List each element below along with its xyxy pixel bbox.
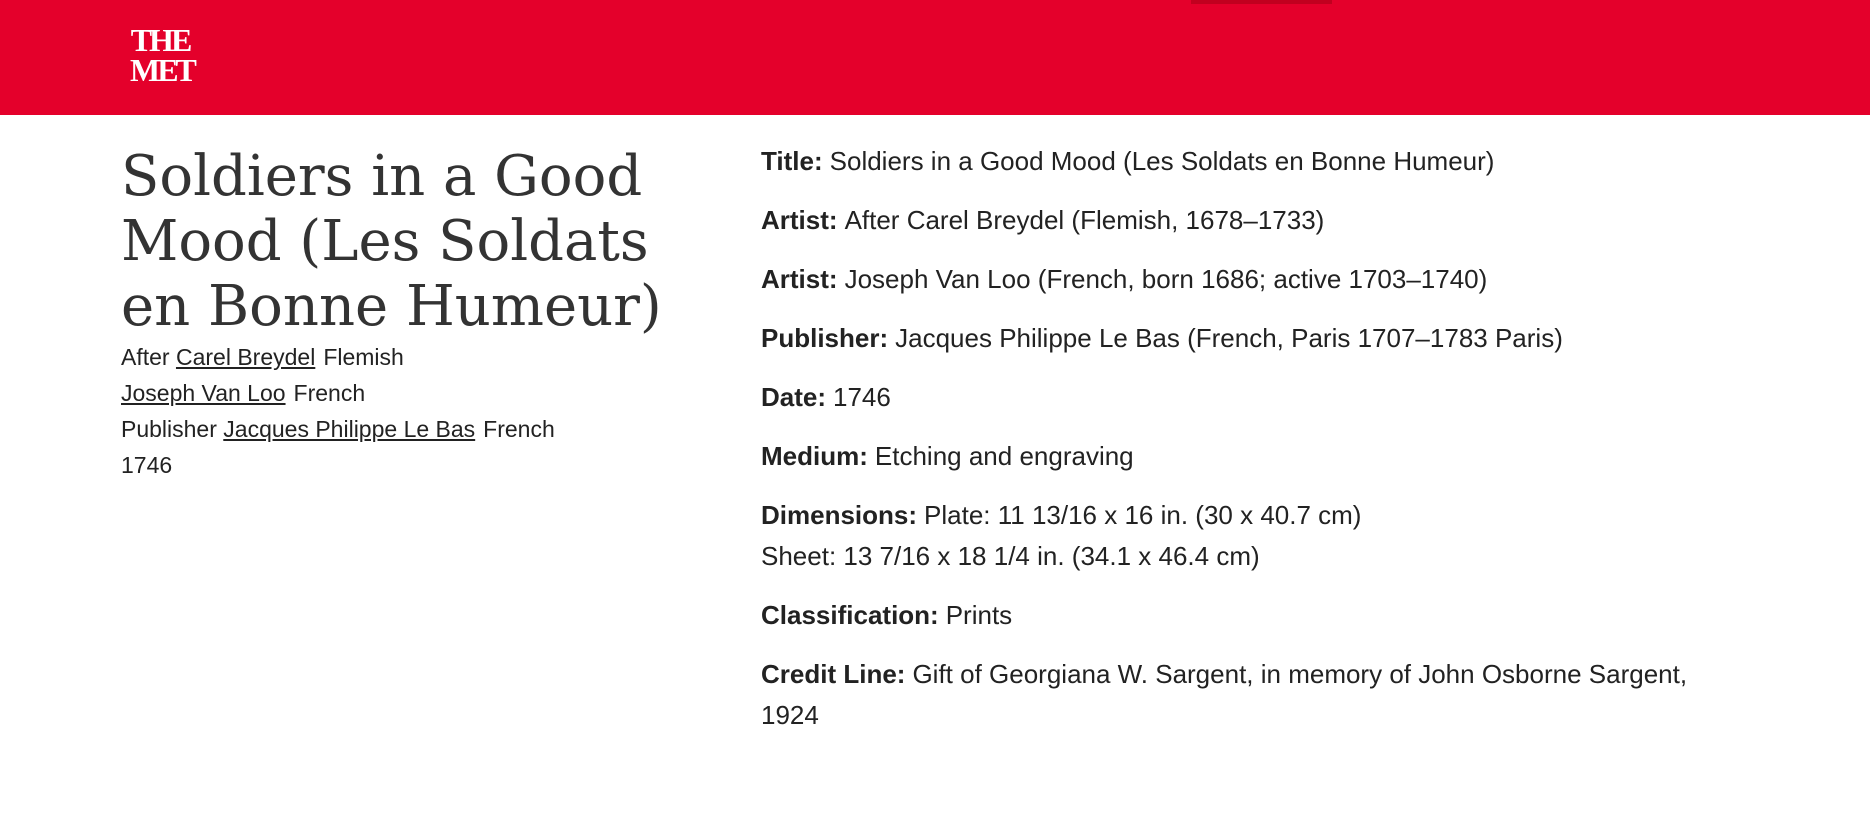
byline-list bbox=[121, 339, 681, 483]
detail-label: Publisher: bbox=[761, 323, 889, 353]
detail-label: Artist: bbox=[761, 264, 838, 294]
site-header bbox=[0, 0, 1870, 115]
artist-nationality: French bbox=[293, 380, 366, 406]
object-details bbox=[761, 141, 1701, 754]
detail-label: Medium: bbox=[761, 441, 868, 471]
detail-value: After Carel Breydel (Flemish, 1678–1733) bbox=[844, 205, 1325, 235]
byline-item bbox=[121, 411, 681, 447]
detail-date bbox=[761, 377, 1701, 418]
artist-link-carel-breydel[interactable]: Carel Breydel bbox=[175, 344, 316, 370]
detail-label: Title: bbox=[761, 146, 823, 176]
logo-line-2: MET bbox=[130, 52, 194, 88]
artwork-date: 1746 bbox=[121, 452, 173, 478]
detail-publisher bbox=[761, 318, 1701, 359]
detail-value: Prints bbox=[945, 600, 1013, 630]
detail-label: Artist: bbox=[761, 205, 838, 235]
publisher-link-jacques-philippe-le-bas[interactable]: Jacques Philippe Le Bas bbox=[223, 416, 476, 442]
detail-value: Etching and engraving bbox=[874, 441, 1134, 471]
detail-value-sheet: Sheet: 13 7/16 x 18 1/4 in. (34.1 x 46.4 cm) bbox=[761, 541, 1260, 571]
byline-prefix: After bbox=[121, 344, 176, 370]
detail-classification bbox=[761, 595, 1701, 636]
detail-label: Credit Line: bbox=[761, 659, 906, 689]
detail-artist bbox=[761, 259, 1701, 300]
detail-dimensions bbox=[761, 495, 1701, 577]
artwork-summary bbox=[121, 144, 681, 483]
page-title: Soldiers in a Good Mood (Les Soldats en Bonne Humeur) bbox=[121, 144, 662, 339]
detail-value: Gift of Georgiana W. Sargent, in memory of John Osborne Sargent, 1924 bbox=[761, 659, 1688, 730]
detail-label: Dimensions: bbox=[761, 500, 918, 530]
detail-title bbox=[761, 141, 1701, 182]
header-nav-tab[interactable] bbox=[1191, 0, 1332, 4]
publisher-nationality: French bbox=[483, 416, 555, 442]
byline-prefix: Publisher bbox=[121, 416, 224, 442]
detail-label: Date: bbox=[761, 382, 827, 412]
detail-label: Classification: bbox=[761, 600, 939, 630]
detail-value: 1746 bbox=[833, 382, 891, 412]
byline-item bbox=[121, 339, 681, 375]
detail-value: Soldiers in a Good Mood (Les Soldats en Bonne Humeur) bbox=[829, 146, 1495, 176]
byline-item bbox=[121, 375, 681, 411]
artist-nationality: Flemish bbox=[323, 344, 404, 370]
detail-artist bbox=[761, 200, 1701, 241]
met-logo[interactable] bbox=[130, 22, 194, 88]
detail-value: Plate: 11 13/16 x 16 in. (30 x 40.7 cm) bbox=[924, 500, 1362, 530]
detail-medium bbox=[761, 436, 1701, 477]
detail-value: Joseph Van Loo (French, born 1686; active 1703–1740) bbox=[844, 264, 1488, 294]
artist-link-joseph-van-loo[interactable]: Joseph Van Loo bbox=[121, 380, 286, 406]
detail-value: Jacques Philippe Le Bas (French, Paris 1707–1783 Paris) bbox=[895, 323, 1563, 353]
detail-credit-line bbox=[761, 654, 1701, 736]
logo-line-1: THE bbox=[130, 22, 190, 58]
